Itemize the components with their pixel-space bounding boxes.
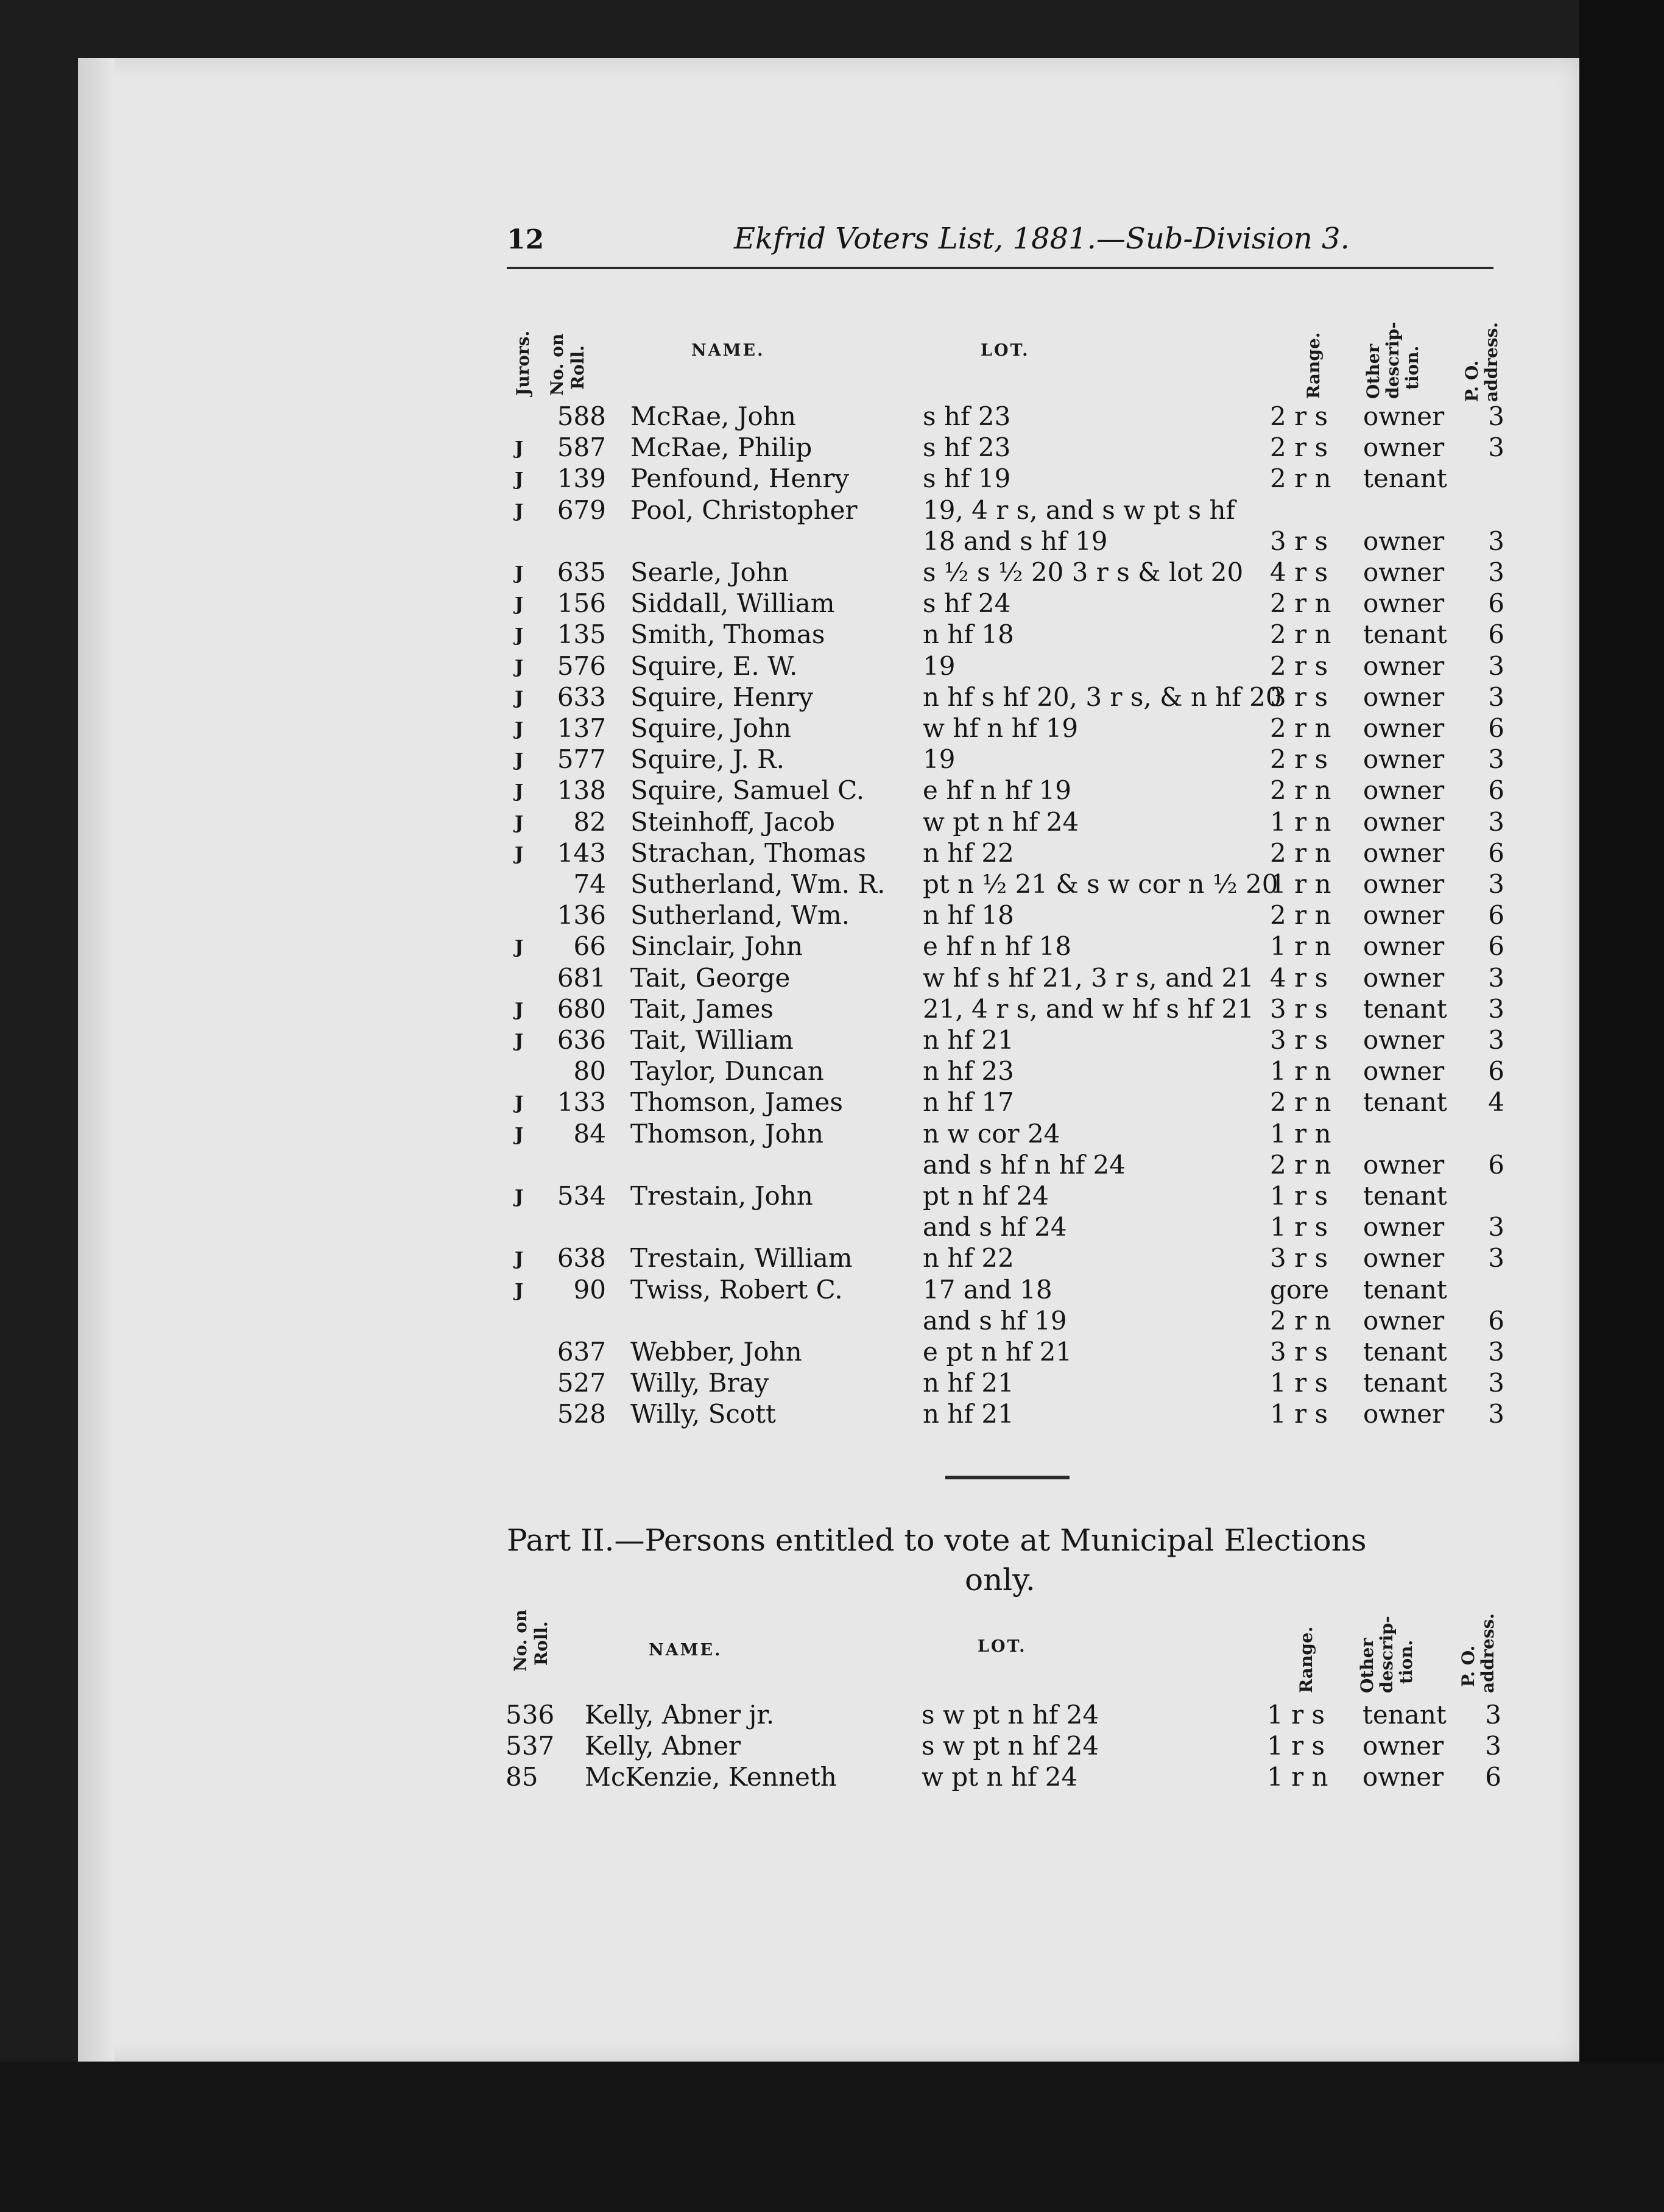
po-address: 3 — [1488, 682, 1504, 712]
scan-border-bottom — [0, 2062, 1664, 2212]
description-value: owner — [1363, 682, 1445, 712]
po-column-heading-line1: P. O. — [1462, 360, 1482, 402]
description-value: tenant — [1363, 1368, 1447, 1398]
range-value: 1 r n — [1270, 1056, 1331, 1086]
description-value: owner — [1363, 1243, 1445, 1273]
lot-description: w pt n hf 24 — [922, 1762, 1078, 1792]
juror-mark: J — [515, 750, 524, 771]
voter-name: Thomson, John — [630, 1119, 823, 1149]
lot-description: s w pt n hf 24 — [922, 1700, 1099, 1730]
range-value: 1 r s — [1267, 1700, 1325, 1730]
roll-number: 636 — [557, 1025, 606, 1055]
roll-number: 576 — [557, 651, 606, 681]
roll-number: 637 — [557, 1337, 606, 1367]
lot-description: n hf 22 — [923, 838, 1014, 868]
juror-mark: J — [515, 501, 524, 522]
description-value: owner — [1363, 869, 1445, 899]
po-address: 3 — [1488, 526, 1504, 556]
voter-name: Kelly, Abner jr. — [585, 1700, 775, 1730]
description-value: owner — [1363, 651, 1445, 681]
juror-mark: J — [515, 844, 524, 865]
roll-column-heading-line2: Roll. — [568, 345, 588, 390]
voter-name: Squire, John — [630, 713, 791, 743]
voter-name: Squire, Henry — [630, 682, 814, 712]
range-value: 3 r s — [1270, 994, 1328, 1024]
juror-mark: J — [515, 625, 524, 646]
roll-number: 135 — [557, 619, 606, 649]
po-address: 3 — [1488, 1025, 1504, 1055]
range-value: 3 r s — [1270, 526, 1328, 556]
voter-name: Tait, William — [630, 1025, 794, 1055]
lot-description: n hf 18 — [923, 900, 1014, 930]
lot-description: n hf 22 — [923, 1243, 1014, 1273]
roll-number: 633 — [557, 682, 606, 712]
voter-name: McRae, Philip — [630, 432, 813, 462]
roll-number: 139 — [557, 463, 606, 493]
lot-description: n hf 21 — [923, 1399, 1014, 1429]
lot-description: s hf 23 — [923, 432, 1011, 462]
p2-lot-column-heading: LOT. — [978, 1637, 1027, 1656]
juror-mark: J — [515, 781, 524, 802]
roll-number: 82 — [573, 807, 606, 837]
roll-number: 536 — [506, 1700, 555, 1730]
scan-border-right — [1579, 0, 1664, 2212]
voter-name: McKenzie, Kenneth — [585, 1762, 837, 1792]
juror-mark: J — [515, 469, 524, 490]
p2-other-column-heading-line1: Other — [1357, 1638, 1377, 1693]
roll-number: 537 — [506, 1731, 555, 1761]
page-sheet — [78, 58, 1579, 2062]
voter-name: Steinhoff, Jacob — [630, 807, 835, 837]
range-value: 1 r n — [1270, 869, 1331, 899]
description-value: tenant — [1363, 463, 1447, 493]
po-address: 3 — [1488, 557, 1504, 587]
po-address: 3 — [1488, 994, 1504, 1024]
range-value: 2 r n — [1270, 1306, 1331, 1336]
voter-name: Squire, J. R. — [630, 744, 785, 774]
roll-number: 136 — [557, 900, 606, 930]
description-value: owner — [1363, 526, 1445, 556]
roll-number: 638 — [557, 1243, 606, 1273]
roll-number: 133 — [557, 1087, 606, 1117]
roll-number: 84 — [573, 1119, 606, 1149]
roll-number: 143 — [557, 838, 606, 868]
description-value: tenant — [1363, 1181, 1447, 1211]
lot-description: s hf 23 — [923, 401, 1011, 431]
part2-title-line2: only. — [965, 1562, 1035, 1597]
roll-number: 66 — [573, 931, 606, 961]
lot-description: pt n hf 24 — [923, 1181, 1049, 1211]
range-value: 1 r n — [1267, 1762, 1328, 1792]
range-value: 1 r s — [1270, 1368, 1328, 1398]
page-fold-shadow — [78, 58, 115, 2062]
voter-name: Strachan, Thomas — [630, 838, 866, 868]
lot-description: n hf 17 — [923, 1087, 1014, 1117]
description-value: owner — [1363, 1056, 1445, 1086]
lot-description: n hf 21 — [923, 1025, 1014, 1055]
juror-mark: J — [515, 657, 524, 678]
po-address: 6 — [1488, 838, 1504, 868]
description-value: owner — [1363, 1731, 1444, 1761]
description-value: tenant — [1363, 1700, 1447, 1730]
lot-description: s ½ s ½ 20 3 r s & lot 20 — [923, 557, 1244, 587]
range-value: 3 r s — [1270, 682, 1328, 712]
description-value: owner — [1363, 775, 1445, 805]
po-address: 3 — [1488, 1337, 1504, 1367]
roll-number: 85 — [506, 1762, 538, 1792]
p2-range-column-heading: Range. — [1296, 1626, 1316, 1693]
voter-name: Searle, John — [630, 557, 789, 587]
description-value: owner — [1363, 432, 1445, 462]
lot-description: n hf 23 — [923, 1056, 1014, 1086]
voter-name: Trestain, John — [630, 1181, 813, 1211]
description-value: owner — [1363, 900, 1445, 930]
p2-name-column-heading: NAME. — [649, 1641, 722, 1660]
range-value: 2 r n — [1270, 619, 1331, 649]
po-address: 6 — [1488, 1306, 1504, 1336]
description-value: tenant — [1363, 1337, 1447, 1367]
roll-number: 681 — [557, 963, 606, 993]
po-address: 6 — [1485, 1762, 1501, 1792]
description-value: owner — [1363, 838, 1445, 868]
page-number: 12 — [507, 224, 545, 255]
voter-name: Willy, Scott — [630, 1399, 776, 1429]
description-value: owner — [1363, 744, 1445, 774]
lot-description: e hf n hf 19 — [923, 775, 1071, 805]
range-value: 3 r s — [1270, 1025, 1328, 1055]
description-value: owner — [1363, 1762, 1444, 1792]
lot-description: e hf n hf 18 — [923, 931, 1071, 961]
range-value: gore — [1270, 1275, 1330, 1305]
po-address: 3 — [1488, 1212, 1504, 1242]
lot-description: n hf 21 — [923, 1368, 1014, 1398]
section-divider — [945, 1476, 1070, 1479]
voter-name: Sutherland, Wm. — [630, 900, 850, 930]
lot-description: w hf n hf 19 — [923, 713, 1079, 743]
juror-mark: J — [515, 563, 524, 584]
roll-number: 635 — [557, 557, 606, 587]
range-value: 3 r s — [1270, 1243, 1328, 1273]
range-value: 2 r n — [1270, 900, 1331, 930]
po-address: 6 — [1488, 588, 1504, 618]
voter-name: Sutherland, Wm. R. — [630, 869, 886, 899]
voter-name: Trestain, William — [630, 1243, 853, 1273]
roll-number: 680 — [557, 994, 606, 1024]
description-value: owner — [1363, 713, 1445, 743]
lot-description: and s hf 24 — [923, 1212, 1067, 1242]
roll-number: 534 — [557, 1181, 606, 1211]
description-value: tenant — [1363, 619, 1447, 649]
description-value: tenant — [1363, 1087, 1447, 1117]
description-value: owner — [1363, 1025, 1445, 1055]
po-address: 3 — [1488, 1399, 1504, 1429]
po-address: 3 — [1488, 807, 1504, 837]
po-address: 6 — [1488, 713, 1504, 743]
range-value: 1 r n — [1270, 807, 1331, 837]
lot-description: n hf s hf 20, 3 r s, & n hf 20 — [923, 682, 1282, 712]
description-value: owner — [1363, 401, 1445, 431]
range-column-heading: Range. — [1303, 332, 1324, 399]
voter-name: Pool, Christopher — [630, 495, 858, 525]
po-address: 6 — [1488, 931, 1504, 961]
juror-mark: J — [515, 1093, 524, 1114]
header-rule — [507, 267, 1493, 269]
lot-description: e pt n hf 21 — [923, 1337, 1073, 1367]
description-value: tenant — [1363, 994, 1447, 1024]
lot-description: pt n ½ 21 & s w cor n ½ 20 — [923, 869, 1278, 899]
juror-mark: J — [515, 1124, 524, 1146]
range-value: 1 r s — [1267, 1731, 1325, 1761]
voter-name: Sinclair, John — [630, 931, 803, 961]
other-column-heading-line1: Other — [1363, 343, 1383, 399]
range-value: 2 r s — [1270, 432, 1328, 462]
po-address: 3 — [1485, 1700, 1501, 1730]
juror-mark: J — [515, 688, 524, 709]
voter-name: Tait, James — [630, 994, 774, 1024]
range-value: 2 r n — [1270, 838, 1331, 868]
description-value: owner — [1363, 557, 1445, 587]
juror-mark: J — [515, 999, 524, 1021]
lot-description: w hf s hf 21, 3 r s, and 21 — [923, 963, 1254, 993]
voter-name: Penfound, Henry — [630, 463, 850, 493]
lot-description: s hf 19 — [923, 463, 1011, 493]
po-address: 3 — [1488, 1368, 1504, 1398]
po-address: 3 — [1488, 651, 1504, 681]
voter-name: Tait, George — [630, 963, 791, 993]
po-address: 3 — [1488, 963, 1504, 993]
description-value: owner — [1363, 588, 1445, 618]
juror-mark: J — [515, 719, 524, 740]
description-value: tenant — [1363, 1275, 1447, 1305]
range-value: 1 r s — [1270, 1212, 1328, 1242]
range-value: 1 r s — [1270, 1181, 1328, 1211]
range-value: 2 r n — [1270, 1087, 1331, 1117]
po-address: 3 — [1488, 869, 1504, 899]
roll-number: 528 — [557, 1399, 606, 1429]
p2-other-column-heading-line3: tion. — [1396, 1640, 1416, 1684]
lot-description: and s hf 19 — [923, 1306, 1067, 1336]
range-value: 2 r s — [1270, 744, 1328, 774]
roll-number: 80 — [573, 1056, 606, 1086]
lot-description: 19 — [923, 744, 956, 774]
range-value: 2 r n — [1270, 1150, 1331, 1180]
lot-description: n w cor 24 — [923, 1119, 1060, 1149]
juror-mark: J — [515, 594, 524, 615]
description-value: owner — [1363, 931, 1445, 961]
range-value: 1 r n — [1270, 931, 1331, 961]
description-value: owner — [1363, 1306, 1445, 1336]
lot-description: n hf 18 — [923, 619, 1014, 649]
po-address: 4 — [1488, 1087, 1504, 1117]
po-address: 3 — [1488, 744, 1504, 774]
po-address: 6 — [1488, 1056, 1504, 1086]
p2-po-column-heading-line1: P. O. — [1458, 1645, 1478, 1687]
voter-name: McRae, John — [630, 401, 796, 431]
voter-name: Taylor, Duncan — [630, 1056, 824, 1086]
juror-mark: J — [515, 1280, 524, 1301]
description-value: owner — [1363, 807, 1445, 837]
part2-title-line1: Part II.—Persons entitled to vote at Municipal Elections — [507, 1523, 1367, 1558]
roll-number: 90 — [573, 1275, 606, 1305]
description-value: owner — [1363, 963, 1445, 993]
lot-description: s w pt n hf 24 — [922, 1731, 1099, 1761]
roll-number: 74 — [573, 869, 606, 899]
range-value: 2 r n — [1270, 463, 1331, 493]
range-value: 1 r n — [1270, 1119, 1331, 1149]
description-value: owner — [1363, 1150, 1445, 1180]
range-value: 2 r n — [1270, 775, 1331, 805]
voter-name: Squire, Samuel C. — [630, 775, 865, 805]
voter-name: Kelly, Abner — [585, 1731, 741, 1761]
juror-mark: J — [515, 1030, 524, 1052]
range-value: 2 r s — [1270, 401, 1328, 431]
lot-description: 19, 4 r s, and s w pt s hf — [923, 495, 1236, 525]
juror-mark: J — [515, 1186, 524, 1208]
range-value: 2 r s — [1270, 651, 1328, 681]
po-address: 3 — [1488, 401, 1504, 431]
other-column-heading-line3: tion. — [1402, 345, 1422, 390]
juror-mark: J — [515, 937, 524, 958]
range-value: 4 r s — [1270, 963, 1328, 993]
lot-description: s hf 24 — [923, 588, 1011, 618]
p2-po-column-heading-line2: address. — [1478, 1613, 1498, 1693]
po-column-heading-line2: address. — [1481, 322, 1501, 402]
name-column-heading: NAME. — [691, 341, 765, 360]
juror-mark: J — [515, 1249, 524, 1270]
description-value: owner — [1363, 1399, 1445, 1429]
roll-number: 137 — [557, 713, 606, 743]
p2-other-column-heading-line2: descrip- — [1377, 1616, 1397, 1693]
roll-number: 577 — [557, 744, 606, 774]
p2-roll-column-heading-line2: Roll. — [531, 1621, 551, 1666]
po-address: 3 — [1485, 1731, 1501, 1761]
description-value: owner — [1363, 1212, 1445, 1242]
juror-mark: J — [515, 438, 524, 459]
juror-mark: J — [515, 812, 524, 834]
roll-number: 588 — [557, 401, 606, 431]
roll-number: 156 — [557, 588, 606, 618]
po-address: 6 — [1488, 1150, 1504, 1180]
voter-name: Thomson, James — [630, 1087, 843, 1117]
lot-description: 19 — [923, 651, 956, 681]
page-title: Ekfrid Voters List, 1881.—Sub-Division 3. — [734, 222, 1350, 256]
voter-name: Squire, E. W. — [630, 651, 798, 681]
lot-column-heading: LOT. — [981, 341, 1030, 360]
po-address: 6 — [1488, 900, 1504, 930]
p2-roll-column-heading-line1: No. on — [510, 1609, 531, 1672]
range-value: 2 r n — [1270, 588, 1331, 618]
roll-number: 587 — [557, 432, 606, 462]
roll-number: 679 — [557, 495, 606, 525]
roll-number: 527 — [557, 1368, 606, 1398]
range-value: 4 r s — [1270, 557, 1328, 587]
lot-description: 18 and s hf 19 — [923, 526, 1108, 556]
voter-name: Twiss, Robert C. — [630, 1275, 843, 1305]
range-value: 2 r n — [1270, 713, 1331, 743]
po-address: 3 — [1488, 432, 1504, 462]
lot-description: and s hf n hf 24 — [923, 1150, 1126, 1180]
voter-name: Willy, Bray — [630, 1368, 769, 1398]
jurors-column-heading: Jurors. — [513, 330, 533, 396]
lot-description: w pt n hf 24 — [923, 807, 1079, 837]
voter-name: Siddall, William — [630, 588, 835, 618]
range-value: 3 r s — [1270, 1337, 1328, 1367]
roll-column-heading-line1: No. on — [547, 333, 567, 396]
roll-number: 138 — [557, 775, 606, 805]
range-value: 1 r s — [1270, 1399, 1328, 1429]
po-address: 3 — [1488, 1243, 1504, 1273]
lot-description: 21, 4 r s, and w hf s hf 21 — [923, 994, 1254, 1024]
po-address: 6 — [1488, 775, 1504, 805]
other-column-heading-line2: descrip- — [1383, 322, 1403, 399]
voter-name: Smith, Thomas — [630, 619, 825, 649]
voter-name: Webber, John — [630, 1337, 802, 1367]
lot-description: 17 and 18 — [923, 1275, 1052, 1305]
po-address: 6 — [1488, 619, 1504, 649]
